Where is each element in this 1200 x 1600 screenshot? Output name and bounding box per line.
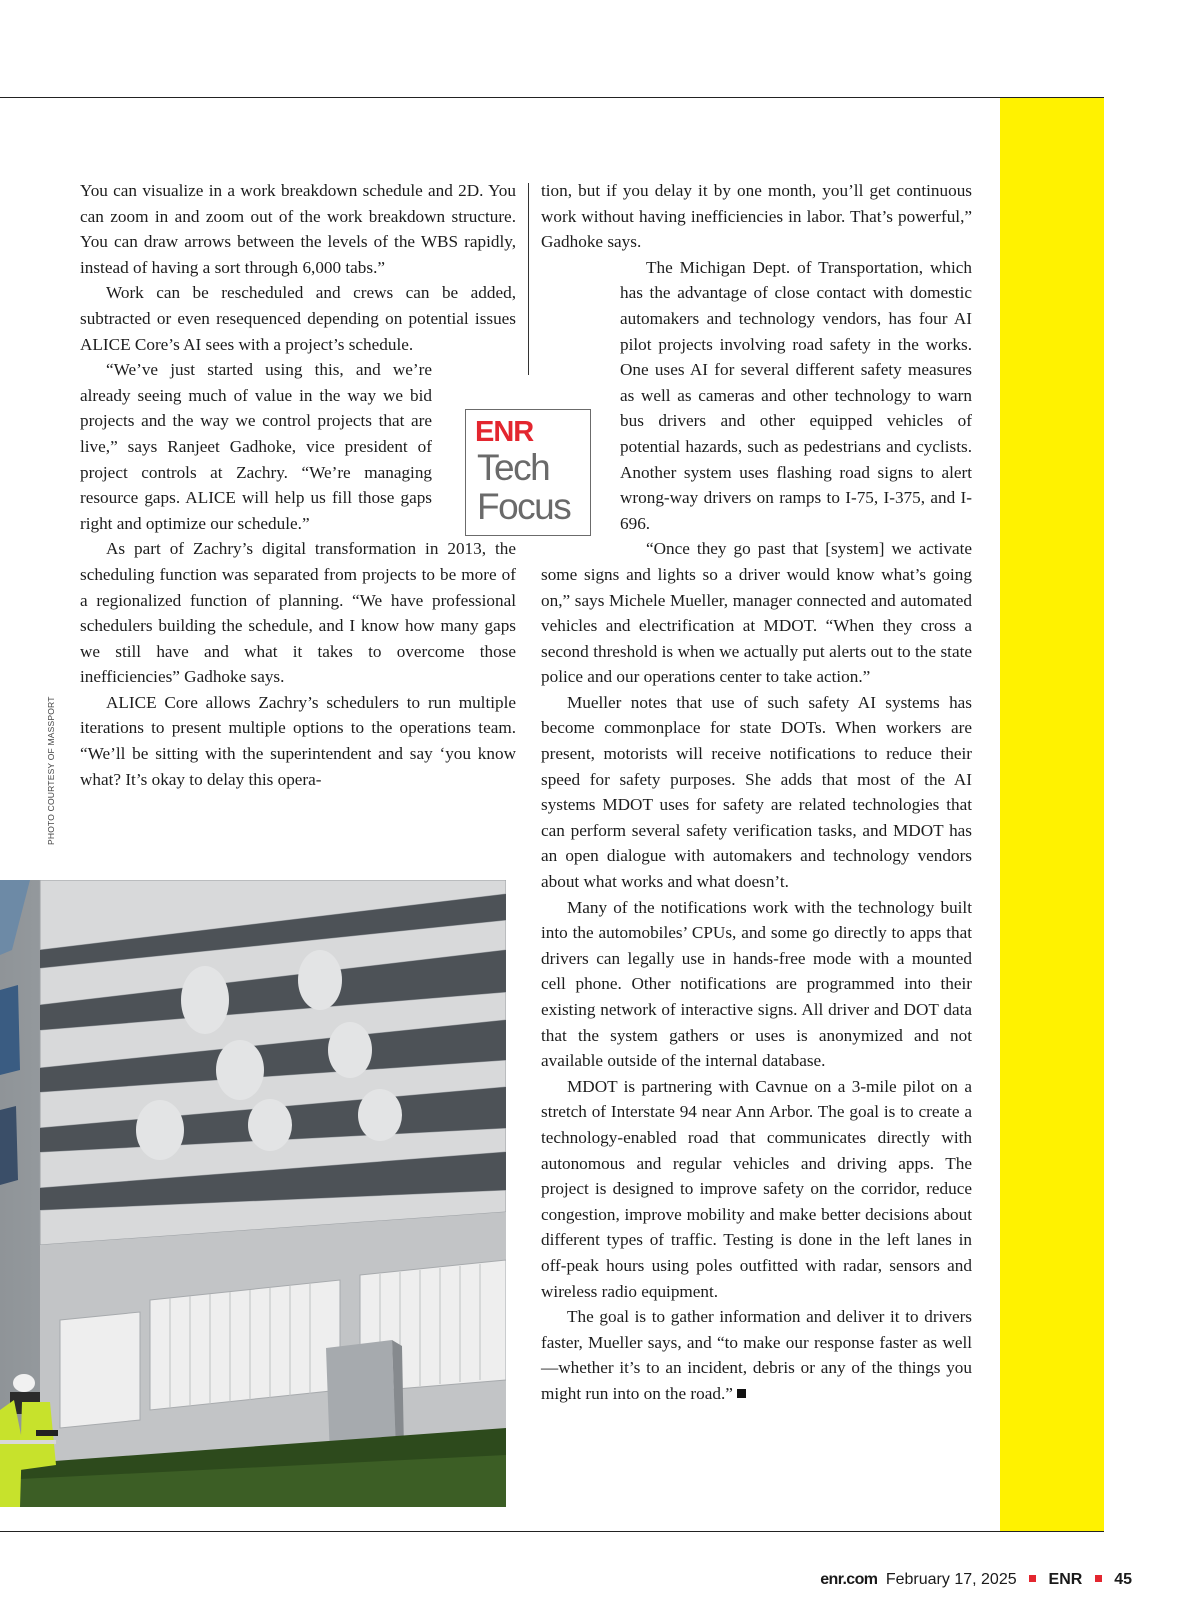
paragraph-final xyxy=(541,1304,972,1406)
top-rule xyxy=(0,97,1104,98)
footer-date: February 17, 2025 xyxy=(885,1571,1017,1588)
tech-box-line1: Tech xyxy=(477,447,550,488)
page-number: 45 xyxy=(1114,1571,1132,1588)
bottom-rule xyxy=(0,1531,1104,1532)
paragraph: “Once they go past that [system] we activate some signs and lights so a driver would know what’s going on,” says Michele Mueller, manager connected and automated vehicles and electrification at MDOT. “When they cross a second threshold is when we actually put alerts out to the state police and our operations center to take action.” xyxy=(541,539,972,687)
footer-site: enr.com xyxy=(820,1571,878,1588)
paragraph: You can visualize in a work breakdown schedule and 2D. You can zoom in and zoom out of the work breakdown structure. You can draw arrows between the levels of the WBS rapidly, instead of having a sort through 6,000 tabs.” xyxy=(80,181,516,277)
paragraph: tion, but if you delay it by one month, you’ll get continuous work without having inefficiencies in labor. That’s powerful,” Gadhoke says. xyxy=(541,181,972,252)
enr-tech-focus-logo xyxy=(465,409,591,536)
paragraph: ALICE Core allows Zachry’s schedulers to run multiple iterations to present multiple options to the operations team. “We’ll be sitting with the superintendent and say ‘you know what? It’s okay to delay this opera- xyxy=(80,692,516,789)
footer-brand: ENR xyxy=(1048,1571,1083,1588)
right-column xyxy=(541,178,972,1407)
paragraph: Many of the notifications work with the technology built into the automobiles’ CPUs, and some go directly to apps that drivers can legally use in hands-free mode with a mounted cell phone. Other notifications are programmed into their existing network of interactive signs. All driver and DOT data that the system gathers or uses is anonymized and not available outside of the internal database. xyxy=(541,897,972,1071)
square-bullet-icon xyxy=(1095,1575,1102,1582)
square-bullet-icon xyxy=(1029,1575,1036,1582)
photo-credit: PHOTO COURTESY OF MASSPORT xyxy=(46,696,56,845)
left-column xyxy=(80,178,516,792)
tech-box-brand: ENR xyxy=(475,416,534,448)
page-footer xyxy=(820,1571,1132,1589)
paragraph: Work can be rescheduled and crews can be added, subtracted or even resequenced depending on potential issues ALICE Core’s AI sees with a project’s schedule. xyxy=(80,283,516,354)
paragraph-text: The goal is to gather information and deliver it to drivers faster, Mueller says, and “to make our response faster as well—whether it’s to an incident, debris or any of the things you might run into on the road.” xyxy=(541,1307,972,1403)
column-rule xyxy=(528,183,529,375)
tech-box-line2: Focus xyxy=(477,486,571,527)
paragraph: “We’ve just started using this, and we’re already seeing much of value in the way we bid projects and the way we control projects that are live,” says Ranjeet Gadhoke, vice president of project controls at Zachry. “We’re managing resource gaps. ALICE will help us fill those gaps right and optimize our schedule.” xyxy=(80,360,432,533)
paragraph: Mueller notes that use of such safety AI systems has become commonplace for state DOTs. When workers are present, motorists will receive notifications to reduce their speed for safety purposes. She adds that most of the AI systems MDOT uses for safety are related technologies that can perform several safety verification tasks, and MDOT has an open dialogue with automakers and technology vendors about what works and what doesn’t. xyxy=(541,692,972,892)
paragraph: The Michigan Dept. of Transportation, which has the advantage of close contact with domestic automakers and technology vendors, has four AI pilot projects involving road safety in the works. One uses AI for several different safety measures as well as cameras and other technology to warn bus drivers and other equipped vehicles of potential hazards, such as pedestrians and cyclists. Another system uses flashing road signs to alert wrong-way drivers on ramps to I-75, I-375, and I-696. xyxy=(620,257,972,533)
end-mark-icon xyxy=(737,1389,746,1398)
paragraph: As part of Zachry’s digital transformation in 2013, the scheduling function was separated from projects to be more of a regionalized function of planning. “We have professional schedulers building the schedule, and I know how many gaps we still have and what it takes to overcome those inefficiencies” Gadhoke says. xyxy=(80,539,516,687)
paragraph: MDOT is partnering with Cavnue on a 3-mile pilot on a stretch of Interstate 94 near Ann Arbor. The goal is to create a technology-enabled road that communicates directly with autonomous and regular vehicles and driving apps. The project is designed to improve safety on the corridor, reduce congestion, improve mobility and make better decisions about different types of traffic. Testing is done in the left lanes in off-peak hours using poles outfitted with radar, sensors and wireless radio equipment. xyxy=(541,1076,972,1301)
parking-garage-photo xyxy=(0,880,506,1507)
yellow-side-bar xyxy=(1000,98,1104,1531)
